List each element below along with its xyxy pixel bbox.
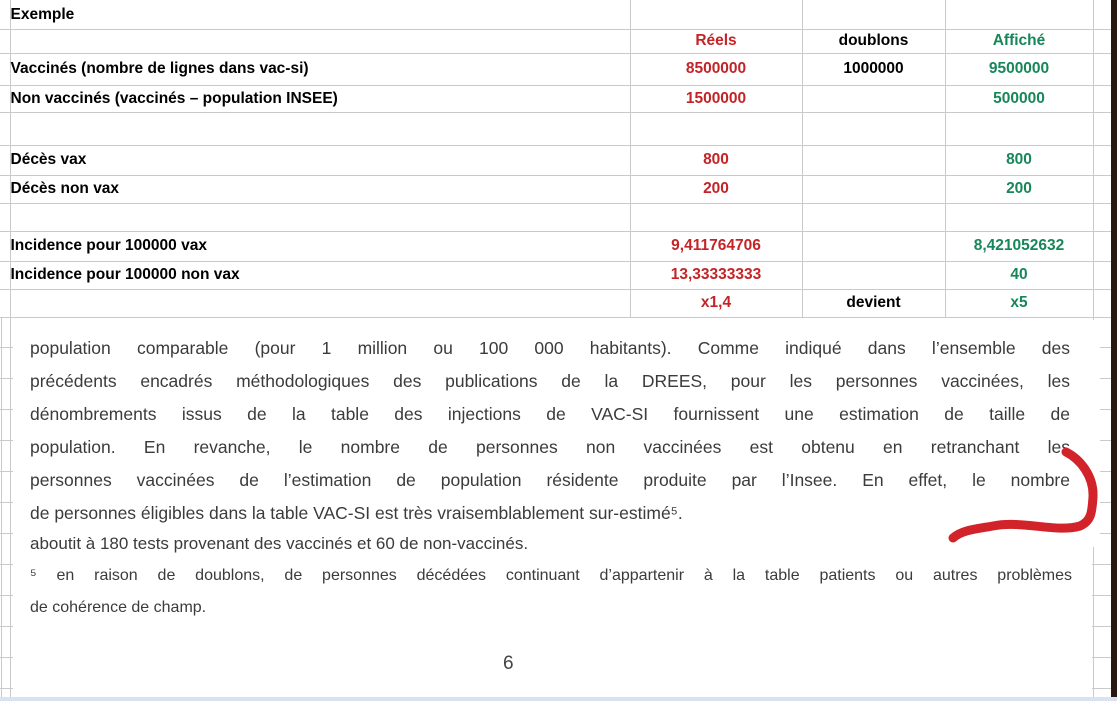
- cell-label[interactable]: Non vaccinés (vaccinés – population INSEE): [10, 85, 630, 112]
- comparison-table: [0, 0, 1113, 318]
- cell-label[interactable]: [10, 289, 630, 317]
- doc-paragraph-line: population. En revanche, le nombre de personnes non vaccinées est obtenu en retranchant les: [30, 437, 1070, 457]
- table-row: [0, 289, 1112, 317]
- table-row: [0, 0, 1112, 29]
- cell-doublons[interactable]: [802, 261, 945, 289]
- footnote-line: ⁵ en raison de doublons, de personnes décédées continuant d’appartenir à la table patients ou autres problèmes: [30, 567, 1072, 584]
- cell-label[interactable]: Vaccinés (nombre de lignes dans vac-si): [10, 53, 630, 85]
- cell-doublons[interactable]: [802, 203, 945, 231]
- cell-spacer[interactable]: [0, 231, 10, 261]
- cell-spacer[interactable]: [1093, 29, 1112, 53]
- cell-label[interactable]: [10, 29, 630, 53]
- embedded-doc-image-footnote[interactable]: [13, 534, 1092, 696]
- cell-affiche[interactable]: [945, 112, 1093, 145]
- cell-reels[interactable]: 800: [630, 145, 802, 175]
- cell-spacer[interactable]: [0, 203, 10, 231]
- cell-reels[interactable]: 200: [630, 175, 802, 203]
- cell-reels[interactable]: [630, 112, 802, 145]
- cell-label[interactable]: Incidence pour 100000 vax: [10, 231, 630, 261]
- window-bottom-border: [0, 697, 1117, 701]
- cell-spacer[interactable]: [0, 261, 10, 289]
- table-row: [0, 112, 1112, 145]
- cell-spacer[interactable]: [0, 85, 10, 112]
- doc-paragraph-line: de personnes éligibles dans la table VAC-SI est très vraisemblablement sur-estimé⁵.: [30, 503, 683, 523]
- footnote-line: de cohérence de champ.: [30, 599, 207, 616]
- table-row: [0, 203, 1112, 231]
- cell-label[interactable]: [10, 112, 630, 145]
- cell-doublons[interactable]: devient: [802, 289, 945, 317]
- cell-spacer[interactable]: [0, 289, 10, 317]
- cell-doublons-header[interactable]: doublons: [802, 29, 945, 53]
- gridline: [1, 317, 2, 697]
- doc-paragraph: [30, 332, 1070, 530]
- cell-affiche[interactable]: [945, 203, 1093, 231]
- cell-label[interactable]: Exemple: [10, 0, 630, 29]
- cell-reels[interactable]: [630, 0, 802, 29]
- cell-doublons[interactable]: [802, 112, 945, 145]
- cell-spacer[interactable]: [1093, 261, 1112, 289]
- cell-doublons[interactable]: [802, 85, 945, 112]
- cell-affiche[interactable]: [945, 0, 1093, 29]
- cell-spacer[interactable]: [0, 0, 10, 29]
- doc-paragraph-line: dénombrements issus de la table des injections de VAC-SI fournissent une estimation de taille de: [30, 404, 1070, 424]
- table-row: [0, 53, 1112, 85]
- page-number: 6: [503, 653, 514, 674]
- cell-label[interactable]: Décès vax: [10, 145, 630, 175]
- table-row: [0, 29, 1112, 53]
- table-row: [0, 145, 1112, 175]
- cell-reels[interactable]: 8500000: [630, 53, 802, 85]
- doc-paragraph-line: personnes vaccinées de l’estimation de population résidente produite par l’Insee. En effet, le nombre: [30, 470, 1070, 490]
- cell-doublons[interactable]: [802, 231, 945, 261]
- cell-spacer[interactable]: [1093, 145, 1112, 175]
- cell-label[interactable]: Décès non vax: [10, 175, 630, 203]
- table-row: [0, 261, 1112, 289]
- cell-reels[interactable]: 13,33333333: [630, 261, 802, 289]
- cell-spacer[interactable]: [1093, 53, 1112, 85]
- cutoff-text-sliver: aboutit à 180 tests provenant des vaccinés et 60 de non-vaccinés.: [30, 534, 529, 553]
- cell-affiche[interactable]: 800: [945, 145, 1093, 175]
- cell-spacer[interactable]: [1093, 231, 1112, 261]
- cell-label[interactable]: Incidence pour 100000 non vax: [10, 261, 630, 289]
- cell-spacer[interactable]: [1093, 112, 1112, 145]
- cell-spacer[interactable]: [1093, 85, 1112, 112]
- cell-spacer[interactable]: [0, 112, 10, 145]
- cell-affiche[interactable]: x5: [945, 289, 1093, 317]
- cell-spacer[interactable]: [1093, 203, 1112, 231]
- cell-label[interactable]: [10, 203, 630, 231]
- table-row: [0, 175, 1112, 203]
- cell-spacer[interactable]: [1093, 175, 1112, 203]
- cell-affiche[interactable]: 200: [945, 175, 1093, 203]
- embedded-doc-image-paragraph[interactable]: [13, 320, 1100, 547]
- cell-doublons[interactable]: [802, 0, 945, 29]
- cell-doublons[interactable]: [802, 175, 945, 203]
- cell-doublons[interactable]: [802, 145, 945, 175]
- cell-reels[interactable]: 1500000: [630, 85, 802, 112]
- cell-affiche[interactable]: 500000: [945, 85, 1093, 112]
- cell-spacer[interactable]: [1093, 289, 1112, 317]
- window-right-border: [1111, 0, 1117, 697]
- cell-reels-header[interactable]: Réels: [630, 29, 802, 53]
- footnote: [30, 560, 1072, 624]
- doc-paragraph-line: population comparable (pour 1 million ou 100 000 habitants). Comme indiqué dans l’ensemble des: [30, 338, 1070, 358]
- cell-spacer[interactable]: [0, 29, 10, 53]
- gridline: [10, 317, 11, 697]
- cell-affiche[interactable]: 8,421052632: [945, 231, 1093, 261]
- cell-affiche[interactable]: 40: [945, 261, 1093, 289]
- cell-spacer[interactable]: [1093, 0, 1112, 29]
- cell-spacer[interactable]: [0, 53, 10, 85]
- cell-affiche-header[interactable]: Affiché: [945, 29, 1093, 53]
- cell-affiche[interactable]: 9500000: [945, 53, 1093, 85]
- cell-reels[interactable]: [630, 203, 802, 231]
- table-row: [0, 85, 1112, 112]
- cell-spacer[interactable]: [0, 175, 10, 203]
- doc-paragraph-line: précédents encadrés méthodologiques des publications de la DREES, pour les personnes vaccinées, les: [30, 371, 1070, 391]
- cell-doublons[interactable]: 1000000: [802, 53, 945, 85]
- cell-spacer[interactable]: [0, 145, 10, 175]
- table-row: [0, 231, 1112, 261]
- cell-reels[interactable]: 9,411764706: [630, 231, 802, 261]
- cell-reels[interactable]: x1,4: [630, 289, 802, 317]
